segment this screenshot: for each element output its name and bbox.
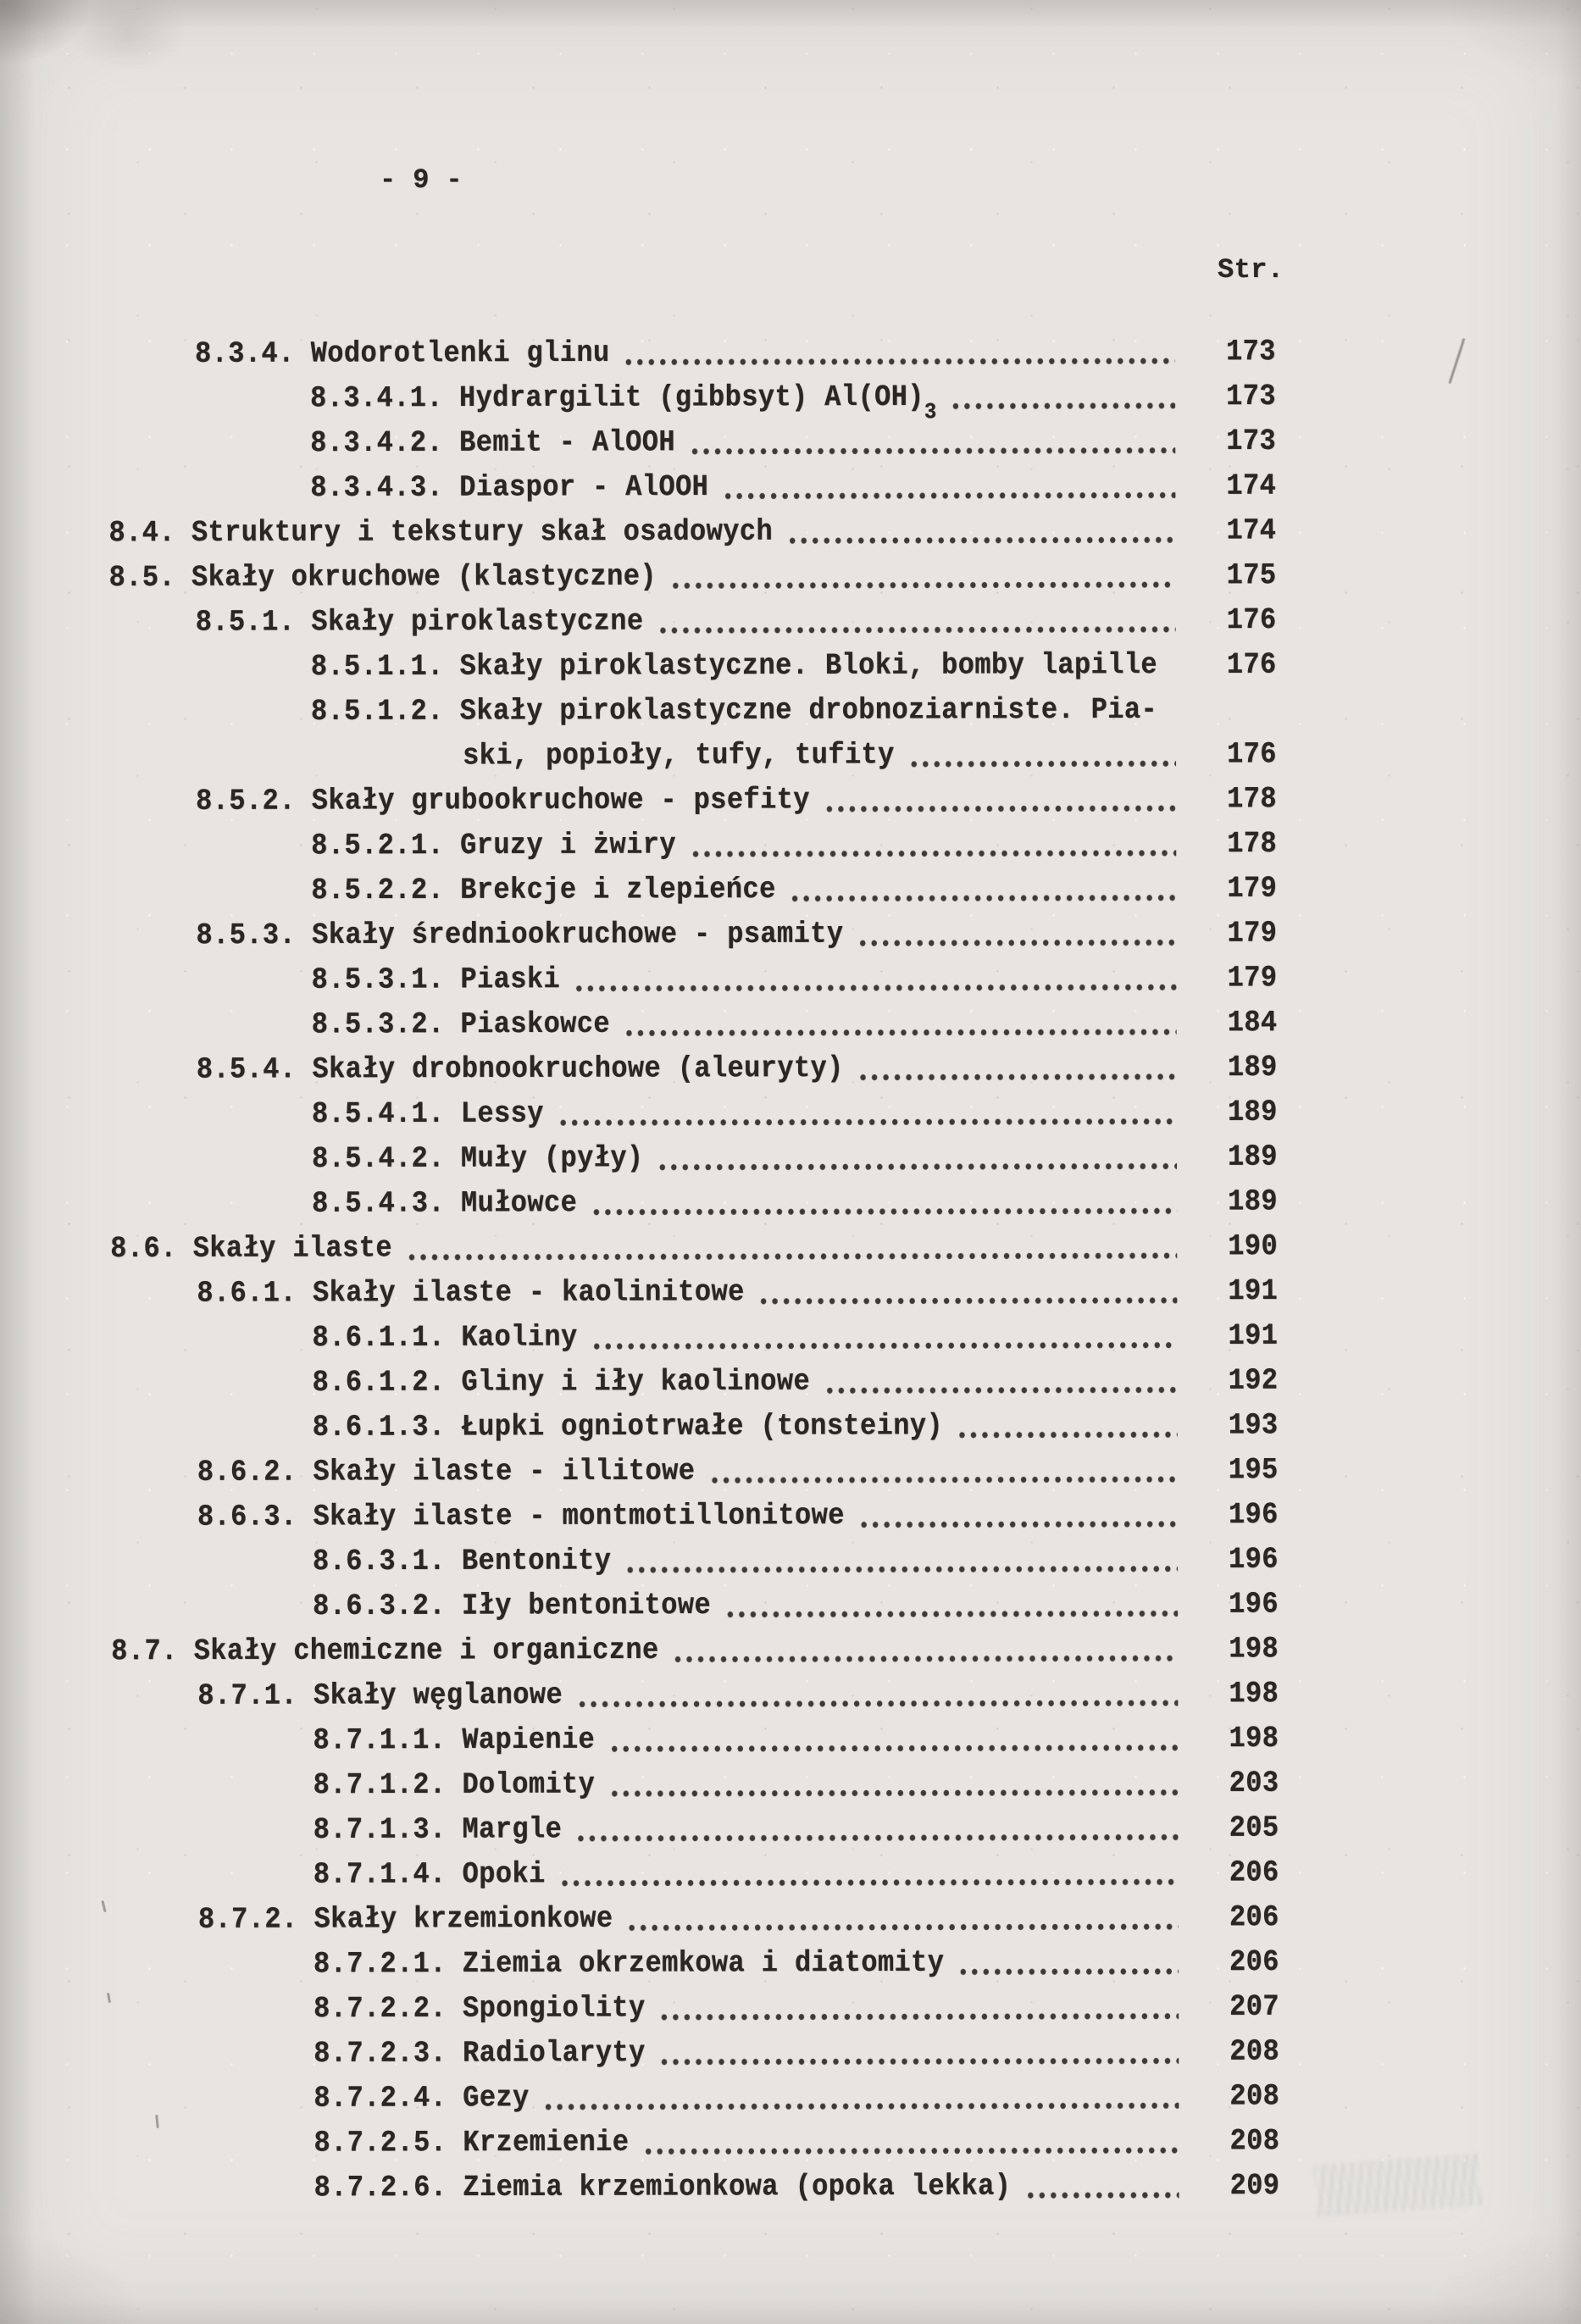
toc-entry-title: Dolomity <box>462 1767 596 1802</box>
toc-entry-page: 173 <box>1226 379 1277 414</box>
toc-entry-number: 8.5.1.1. <box>310 649 444 685</box>
toc-entry-page: 176 <box>1227 736 1277 772</box>
dot-leader <box>543 2102 1179 2110</box>
toc-entry-title: Krzemienie <box>463 2125 630 2160</box>
toc-entry-number: 8.7.2.5. <box>313 2125 447 2160</box>
toc-entry-page: 174 <box>1226 513 1277 548</box>
toc-entry-number: 8.6.3.1. <box>312 1544 446 1579</box>
toc-entry-title: ski, popioły, tufy, tufity <box>463 737 895 774</box>
dot-leader <box>591 1342 1178 1350</box>
toc-entry-number: 8.5.4.1. <box>311 1096 445 1132</box>
toc-entry-title: Gruzy i żwiry <box>460 827 676 862</box>
dot-leader <box>758 1297 1178 1305</box>
toc-entry <box>3 1447 1581 1495</box>
dot-leader <box>575 1834 1179 1842</box>
dot-leader <box>950 402 1175 409</box>
toc-entry-number: 8.7.2.6. <box>313 2170 447 2205</box>
toc-entry <box>3 1537 1581 1585</box>
toc-entry <box>1 687 1581 735</box>
toc-entry-title: Gliny i iły kaolinowe <box>461 1364 811 1400</box>
dot-leader <box>574 984 1177 991</box>
toc-entry-page: 206 <box>1229 1900 1279 1935</box>
toc-entry-title: Hydrargilit (gibbsyt) $Al(OH)_3$ <box>458 380 937 426</box>
dot-leader <box>1024 2192 1179 2199</box>
toc-entry-number: 8.6.1.3. <box>312 1409 446 1445</box>
toc-entry-page: 207 <box>1229 1989 1279 2024</box>
toc-entry-number: 8.6. <box>110 1231 177 1267</box>
toc-entry-title: Wodorotlenki glinu <box>310 336 610 371</box>
toc-entry-number: 8.7.1.1. <box>313 1722 447 1758</box>
toc-entry-page: 205 <box>1229 1810 1279 1845</box>
dot-leader <box>670 581 1176 589</box>
toc-entry-title: Muły (pyły) <box>460 1140 644 1176</box>
toc-entry-page: 190 <box>1228 1229 1279 1264</box>
toc-entry-number: 8.5.3. <box>196 918 297 953</box>
toc-entry-number: 8.7. <box>111 1633 178 1669</box>
toc-entry-page: 189 <box>1227 1050 1278 1085</box>
toc-entry-number: 8.6.3. <box>197 1499 297 1534</box>
toc-entry-title: Spongiolity <box>462 1990 646 2026</box>
dot-leader <box>624 1566 1178 1573</box>
toc-entry <box>2 1223 1581 1272</box>
toc-entry-number: 8.3.4.3. <box>310 469 444 505</box>
toc-entry <box>1 731 1581 779</box>
toc-entry-title: Skały średniookruchowe - psamity <box>312 916 844 952</box>
toc-entry-page: 196 <box>1229 1586 1279 1622</box>
toc-entry <box>2 1179 1581 1227</box>
toc-entry-page: 175 <box>1226 557 1277 593</box>
toc-entry-number: 8.5.2.1. <box>311 828 445 863</box>
toc-entry-page: 173 <box>1226 334 1276 369</box>
dot-leader <box>790 895 1177 902</box>
toc-entry-title: Radiolaryty <box>463 2035 646 2071</box>
toc-entry-page: 191 <box>1228 1273 1279 1309</box>
toc-entry-title: Kaoliny <box>461 1319 578 1355</box>
toc-entry <box>2 1000 1581 1048</box>
toc-entry-title: Ziemia krzemionkowa (opoka lekka) <box>463 2168 1012 2205</box>
toc-entry-number: 8.5.1. <box>195 604 296 640</box>
toc-entry-number: 8.5.3.2. <box>311 1007 445 1042</box>
toc-entry-title: Diaspor - AlOOH <box>459 469 709 505</box>
dot-leader <box>642 2147 1179 2155</box>
toc-entry-page: 184 <box>1227 1005 1278 1040</box>
toc-entry <box>3 1761 1581 1809</box>
dot-leader <box>559 1878 1179 1886</box>
dot-leader <box>558 1118 1177 1126</box>
dot-leader <box>657 626 1175 634</box>
toc-entry-title: Skały ilaste - illitowe <box>313 1453 696 1489</box>
toc-entry-page: 179 <box>1227 915 1278 951</box>
toc-entry-title: Łupki ogniotrwałe (tonsteiny) <box>461 1408 944 1445</box>
dot-leader <box>689 447 1175 455</box>
toc-entry-page: 173 <box>1226 424 1277 458</box>
toc-entry-number: 8.7.1. <box>197 1678 298 1713</box>
toc-entry-page: 176 <box>1226 647 1277 682</box>
toc-entry-page: 178 <box>1227 781 1278 817</box>
toc-entry-number: 8.6.1.1. <box>312 1320 446 1356</box>
toc-entry-title: Bentonity <box>461 1543 612 1578</box>
toc-entry <box>3 1358 1581 1406</box>
toc-entry-page: 209 <box>1229 2168 1280 2204</box>
dot-leader <box>608 1789 1178 1797</box>
page-column-label: Str. <box>1218 254 1284 286</box>
toc-entry-page: 191 <box>1228 1318 1279 1353</box>
toc-entry-number: 8.6.1. <box>197 1275 297 1311</box>
toc-entry-page: 198 <box>1229 1631 1279 1667</box>
dot-leader <box>858 1521 1178 1528</box>
toc-entry <box>2 1268 1581 1317</box>
toc-entry-title: Skały ilaste - montmotillonitowe <box>313 1498 845 1534</box>
toc-entry <box>0 374 1581 426</box>
toc-entry <box>3 1716 1581 1764</box>
dot-leader <box>624 1029 1177 1036</box>
toc-entry-page: 174 <box>1226 468 1277 503</box>
toc-entry-title: Iły bentonitowe <box>461 1588 712 1623</box>
toc-entry-number: 8.6.3.2. <box>313 1588 447 1623</box>
toc-entry-page: 208 <box>1229 2078 1280 2114</box>
toc-entry-page: 192 <box>1228 1362 1279 1398</box>
toc-entry-page: 208 <box>1229 2123 1280 2159</box>
toc-entry-page: 203 <box>1229 1766 1279 1800</box>
toc-entry <box>3 1805 1581 1854</box>
toc-entry-page: 198 <box>1229 1676 1279 1711</box>
toc-entry <box>2 1313 1581 1362</box>
toc-entry-page: 208 <box>1229 2033 1280 2069</box>
dot-leader <box>591 1207 1177 1215</box>
toc-entry-title: Skały grubookruchowe - psefity <box>311 782 810 818</box>
toc-entry <box>3 2073 1581 2122</box>
table-of-contents <box>0 329 1581 2211</box>
toc-entry-page: 178 <box>1227 826 1278 862</box>
toc-entry-number: 8.7.2. <box>197 1901 298 1937</box>
dot-leader <box>576 1700 1178 1707</box>
dot-leader <box>857 1073 1177 1080</box>
toc-entry <box>3 1492 1581 1540</box>
toc-entry-title: Mułowce <box>460 1185 578 1221</box>
toc-entry-number: 8.6.2. <box>197 1454 297 1489</box>
toc-entry-number: 8.7.2.3. <box>313 2035 447 2071</box>
toc-entry-title: Skały chemiczne i organiczne <box>193 1633 659 1669</box>
toc-entry-title: Skały ilaste - kaolinitowe <box>312 1274 745 1311</box>
toc-entry <box>3 1402 1581 1450</box>
toc-entry-page: 196 <box>1228 1542 1279 1577</box>
dot-leader <box>690 850 1176 857</box>
toc-entry-number: 8.5.1.2. <box>310 693 444 729</box>
dot-leader <box>908 760 1176 767</box>
dot-leader <box>957 1968 1179 1975</box>
toc-entry <box>3 1939 1581 1988</box>
toc-entry-title: Opoki <box>462 1856 546 1892</box>
toc-entry-page: 195 <box>1228 1452 1279 1488</box>
toc-entry <box>3 1582 1581 1630</box>
dot-leader <box>857 940 1176 946</box>
toc-entry-title: Skały drobnookruchowe (aleuryty) <box>312 1051 844 1087</box>
toc-entry-number: 8.7.1.4. <box>313 1856 447 1892</box>
dot-leader <box>1171 716 1176 723</box>
toc-entry-number: 8.5.3.1. <box>311 962 445 997</box>
toc-entry <box>3 1626 1581 1674</box>
toc-entry <box>3 2029 1581 2077</box>
toc-entry-page: 193 <box>1228 1407 1279 1443</box>
toc-entry-title: Gezy <box>463 2080 530 2116</box>
toc-entry-title: Struktury i tekstury skał osadowych <box>191 513 774 551</box>
page-number-header: - 9 - <box>380 164 463 196</box>
toc-entry-title: Skały ilaste <box>192 1230 392 1266</box>
dot-leader <box>608 1744 1178 1752</box>
toc-entry-title: Piaskowce <box>460 1007 611 1042</box>
toc-entry <box>0 508 1581 556</box>
toc-entry-title: Skały piroklastyczne <box>311 603 644 640</box>
toc-entry <box>2 1134 1581 1183</box>
toc-entry-title: Bemit - AlOOH <box>459 424 675 460</box>
toc-entry-title: Skały okruchowe (klastyczne) <box>191 559 657 595</box>
toc-entry-number: 8.5.4. <box>196 1051 297 1087</box>
dot-leader <box>786 536 1175 544</box>
toc-entry <box>1 642 1581 691</box>
toc-entry <box>2 1045 1581 1093</box>
toc-entry <box>3 1671 1581 1719</box>
toc-entry-title: Skały krzemionkowe <box>313 1901 613 1937</box>
dot-leader <box>626 1923 1179 1931</box>
toc-entry-title: Ziemia okrzemkowa i diatomity <box>462 1945 945 1981</box>
toc-entry <box>1 597 1581 646</box>
toc-entry <box>2 955 1581 1003</box>
toc-entry-number: 8.3.4.2. <box>310 425 444 461</box>
dot-leader <box>673 1655 1179 1662</box>
dot-leader <box>708 1476 1178 1484</box>
toc-entry-page: 179 <box>1227 871 1278 906</box>
toc-entry-title: Skały piroklastyczne drobnoziarniste. Pia- <box>459 692 1158 729</box>
toc-entry-number: 8.5.2. <box>196 783 296 818</box>
toc-entry-page: 198 <box>1229 1721 1279 1756</box>
toc-entry-title: Lessy <box>460 1095 544 1131</box>
dot-leader <box>957 1431 1178 1438</box>
toc-entry <box>2 1090 1581 1138</box>
toc-entry <box>1 911 1581 959</box>
dot-leader <box>657 1163 1178 1171</box>
toc-entry-number: 8.3.4. <box>195 336 295 371</box>
toc-entry-page: 206 <box>1229 1944 1279 1980</box>
toc-entry-number: 8.7.1.2. <box>313 1767 447 1803</box>
toc-entry-page: 189 <box>1227 1095 1278 1129</box>
toc-entry-page: 196 <box>1228 1497 1279 1533</box>
chemical-subscript: 3 <box>924 400 937 426</box>
toc-entry-page: 206 <box>1229 1855 1279 1890</box>
toc-entry-title: Skały węglanowe <box>313 1678 563 1713</box>
toc-entry <box>3 1894 1581 1943</box>
toc-entry-title: Margle <box>462 1811 563 1847</box>
toc-entry-number: 8.5. <box>108 560 176 596</box>
toc-entry <box>1 821 1581 869</box>
dot-leader <box>724 1611 1178 1618</box>
toc-entry-number: 8.5.4.3. <box>312 1185 446 1221</box>
toc-entry-page: 189 <box>1227 1139 1278 1174</box>
toc-entry <box>0 463 1581 512</box>
toc-entry-number: 8.7.1.3. <box>313 1811 447 1847</box>
toc-entry <box>1 866 1581 914</box>
toc-entry <box>1 776 1581 824</box>
toc-entry-number: 8.4. <box>108 515 175 551</box>
dot-leader <box>824 805 1176 813</box>
toc-entry-number: 8.7.2.1. <box>313 1946 447 1982</box>
toc-entry-title: Skały piroklastyczne. Bloki, bomby lapille <box>459 647 1158 684</box>
toc-entry-title: Wapienie <box>462 1722 596 1757</box>
toc-entry <box>3 2118 1581 2166</box>
toc-entry <box>3 1850 1581 1898</box>
dot-leader <box>659 2058 1179 2066</box>
dot-leader <box>406 1252 1177 1261</box>
dot-leader <box>824 1387 1178 1395</box>
toc-entry-number: 8.5.2.2. <box>311 873 445 908</box>
dot-leader <box>659 2013 1179 2021</box>
dot-leader <box>624 358 1176 365</box>
toc-entry <box>3 1984 1581 2033</box>
toc-entry-number: 8.6.1.2. <box>312 1364 446 1400</box>
toc-entry-page: 176 <box>1226 602 1277 638</box>
toc-entry <box>4 2163 1581 2211</box>
toc-entry <box>0 329 1581 377</box>
toc-entry-page: 179 <box>1227 960 1278 996</box>
toc-entry-number: 8.3.4.1. <box>310 380 444 416</box>
toc-entry-number: 8.7.2.2. <box>313 1991 447 2027</box>
toc-entry-number: 8.5.4.2. <box>312 1140 445 1176</box>
toc-entry <box>1 552 1581 601</box>
dot-leader <box>1171 671 1176 678</box>
toc-entry-number: 8.7.2.4. <box>313 2080 447 2116</box>
toc-entry-title: Piaski <box>460 962 561 997</box>
toc-entry-page: 189 <box>1228 1184 1279 1219</box>
toc-entry-title: Brekcje i zlepieńce <box>460 872 776 907</box>
dot-leader <box>722 492 1175 500</box>
